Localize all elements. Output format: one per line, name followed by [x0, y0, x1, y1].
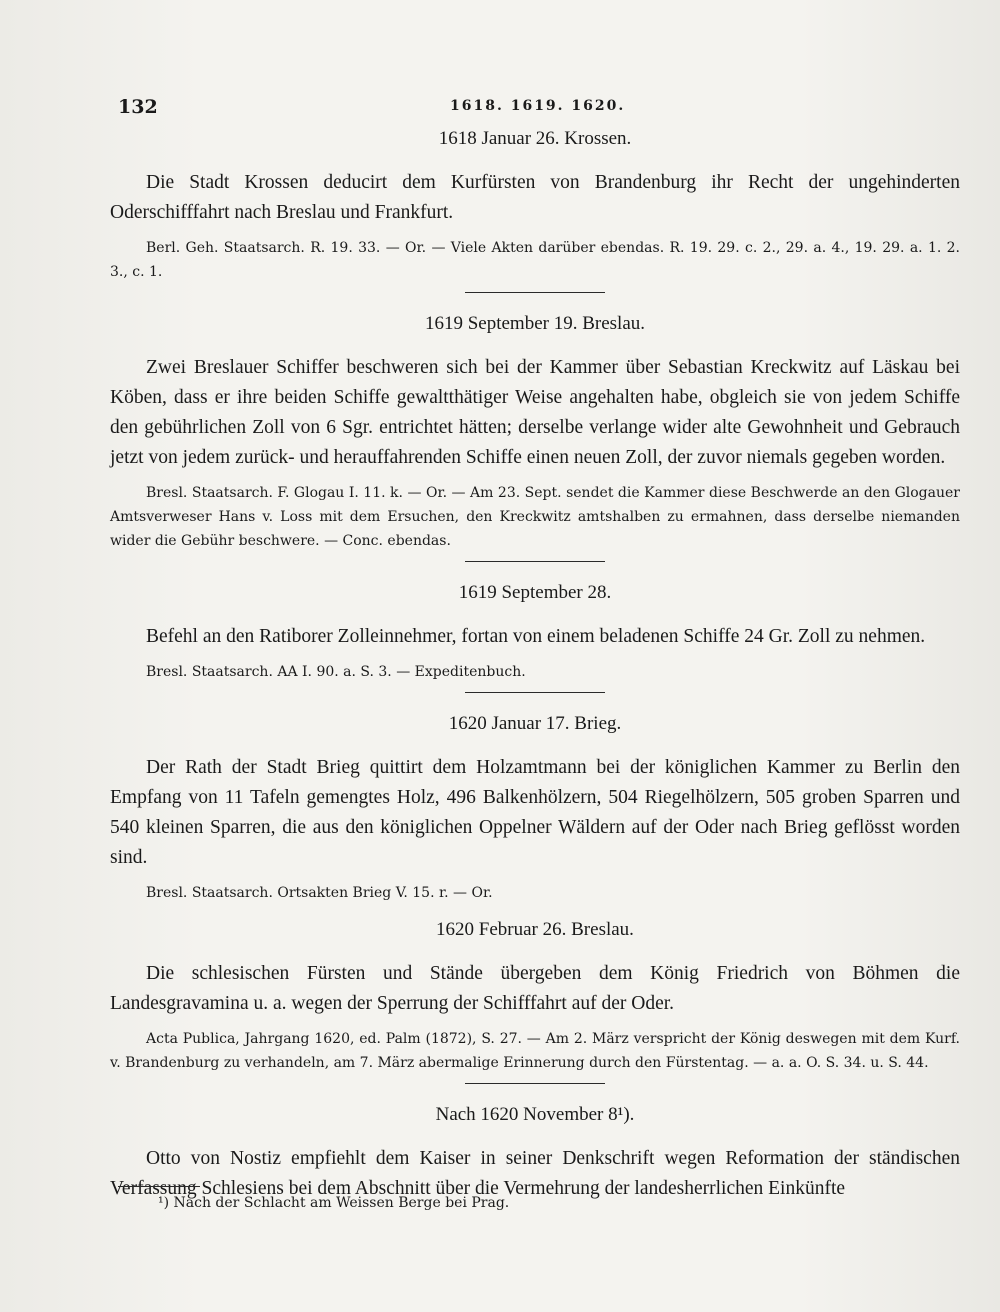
page-number: 132 [118, 96, 158, 118]
entry-text: Die Stadt Krossen deducirt dem Kurfürsten von Brandenburg ihr Recht der ungehinderten Oderschifffahrt nach Breslau und Frankfurt. [110, 172, 960, 223]
divider [465, 1083, 605, 1084]
entry-text: Befehl an den Ratiborer Zolleinnehmer, fortan von einem beladenen Schiffe 24 Gr. Zoll zu nehmen. [146, 626, 926, 647]
divider [465, 692, 605, 693]
entry-date: Nach 1620 November 8¹). [435, 1104, 635, 1125]
entry-text: Der Rath der Stadt Brieg quittirt dem Holzamtmann bei der königlichen Kammer zu Berlin den Empfang von 11 Tafeln gemengtes Holz, 496 Balkenhölzern, 504 Riegelhölzern, 505 groben Sparren und 540 kleinen Sparren, die aus den königlichen Oppelner Wäldern auf der Oder nach Brieg geflösst worden sind. [110, 757, 960, 868]
divider [465, 292, 605, 293]
footnote: ¹) Nach der Schlacht am Weissen Berge bei Prag. [158, 1195, 510, 1211]
entry-1620-november [110, 1104, 960, 1204]
divider [465, 561, 605, 562]
entry-1619-sept-19 [110, 313, 960, 562]
entry-source-note: Bresl. Staatsarch. AA I. 90. a. S. 3. — Expeditenbuch. [146, 664, 526, 680]
entry-text: Otto von Nostiz empfiehlt dem Kaiser in seiner Denkschrift wegen Reformation der ständischen Verfassung Schlesiens bei dem Abschnitt über die Vermehrung der landesherrlichen Einkünfte [110, 1148, 960, 1199]
entry-source-note: Berl. Geh. Staatsarch. R. 19. 33. — Or. — Viele Akten darüber ebendas. R. 19. 29. c. 2., 29. a. 4., 19. 29. a. 1. 2. 3., c. 1. [110, 240, 960, 280]
entry-source-note: Acta Publica, Jahrgang 1620, ed. Palm (1872), S. 27. — Am 2. März verspricht der König deswegen mit dem Kurf. v. Brandenburg zu verhandeln, am 7. März abermalige Erinnerung durch den Fürstentag. — a. a. O. S. 34. u. S. 44. [110, 1031, 960, 1071]
entry-date: 1620 Januar 17. Brieg. [448, 713, 622, 734]
entry-1619-sept-28 [110, 582, 960, 693]
entry-source-note: Bresl. Staatsarch. F. Glogau I. 11. k. — Or. — Am 23. Sept. sendet die Kammer diese Beschwerde an den Glogauer Amtsverweser Hans v. Loss mit dem Ersuchen, den Kreckwitz amtshalben zu ermahnen, dass derselbe niemanden wider die Gebühr beschwere. — Conc. ebendas. [110, 485, 960, 549]
entry-date: 1620 Februar 26. Breslau. [436, 919, 634, 940]
entry-date: 1618 Januar 26. Krossen. [438, 128, 632, 149]
document-body [110, 128, 960, 1210]
entry-1620-februar [110, 919, 960, 1084]
footnote-rule [118, 1186, 200, 1187]
entry-date: 1619 September 28. [458, 582, 612, 603]
entry-1618-januar [110, 128, 960, 293]
entry-1620-januar [110, 713, 960, 905]
running-head [118, 96, 958, 120]
entry-text: Zwei Breslauer Schiffer beschweren sich bei der Kammer über Sebastian Kreckwitz auf Läskau bei Köben, dass er ihre beiden Schiffe gewaltthätiger Weise angehalten habe, obgleich sie von jedem Schiffe den gebührlichen Zoll von 6 Sgr. entrichtet hätten; derselbe verlange wider alte Gewohnheit und Gebrauch jetzt von jedem zurück- und herauffahrenden Schiffe einen neuen Zoll, der zuvor niemals gegeben worden. [110, 357, 960, 468]
running-head-years: 1618. 1619. 1620. [450, 98, 626, 114]
entry-text: Die schlesischen Fürsten und Stände übergeben dem König Friedrich von Böhmen die Landesgravamina u. a. wegen der Sperrung der Schifffahrt auf der Oder. [110, 963, 960, 1014]
entry-source-note: Bresl. Staatsarch. Ortsakten Brieg V. 15. r. — Or. [146, 885, 493, 901]
entry-date: 1619 September 19. Breslau. [424, 313, 646, 334]
